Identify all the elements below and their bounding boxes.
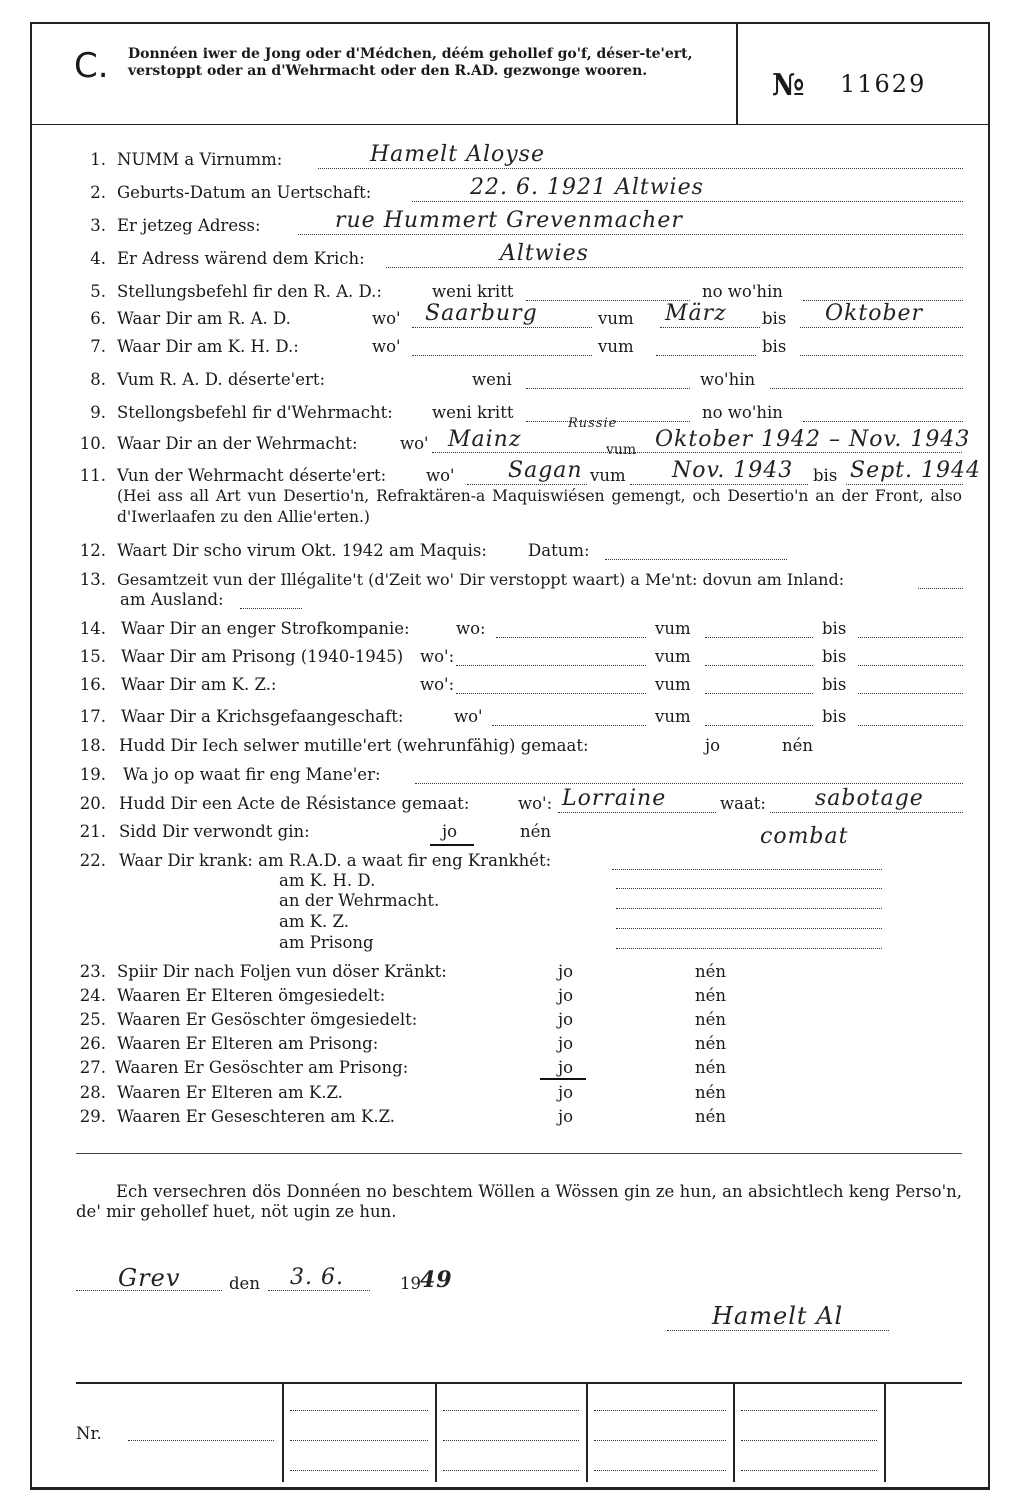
item-number: 4.	[90, 249, 106, 268]
item-number: 23.	[79, 962, 106, 981]
signature-name: Hamelt Al	[712, 1302, 844, 1330]
item-number: 27.	[79, 1058, 106, 1077]
footer-line[interactable]	[443, 1470, 579, 1471]
address-line[interactable]	[298, 234, 963, 235]
option-nen[interactable]: nén	[695, 986, 727, 1005]
footer-line[interactable]	[290, 1470, 428, 1471]
label-q23: Spiir Dir nach Foljen vun döser Kränkt:	[117, 962, 447, 981]
label-q29: Waaren Er Geseschteren am K.Z.	[117, 1107, 396, 1126]
footer-col	[586, 1382, 588, 1482]
answer-desert-where: Sagan	[508, 458, 583, 483]
field-line[interactable]	[456, 693, 646, 694]
sub-label: bis	[762, 309, 787, 328]
footer-line[interactable]	[594, 1410, 726, 1411]
sub-label: vum	[655, 707, 691, 726]
label-q28: Waaren Er Elteren am K.Z.	[117, 1083, 343, 1102]
field-line[interactable]	[558, 812, 716, 813]
label-mutilate: Hudd Dir Iech selwer mutille'ert (wehrunfähig) gemaat:	[119, 736, 589, 755]
answer-name: Hamelt Aloyse	[370, 142, 545, 167]
label-pow: Waar Dir a Krichsgefaangeschaft:	[121, 707, 404, 726]
field-line[interactable]	[630, 484, 808, 485]
answer-birth: 22. 6. 1921 Altwies	[470, 175, 704, 200]
option-nen[interactable]: nén	[695, 1010, 727, 1029]
sub-label: no wo'hin	[702, 282, 783, 301]
option-jo[interactable]: jo	[705, 736, 721, 755]
year-prefix: 19	[400, 1274, 421, 1293]
field-line[interactable]	[605, 559, 787, 560]
sick-sub: am Prisong	[279, 933, 374, 952]
field-line[interactable]	[616, 948, 882, 949]
answer-wm-period: Oktober 1942 – Nov. 1943	[655, 427, 971, 452]
label-rad-order: Stellungsbefehl fir den R. A. D.:	[117, 282, 382, 301]
sub-label: wo':	[420, 647, 455, 666]
war-address-line[interactable]	[386, 267, 963, 268]
field-line[interactable]	[616, 928, 882, 929]
item-number: 22.	[79, 851, 106, 870]
field-line[interactable]	[846, 484, 963, 485]
label-illegality: Gesamtzeit vun der Illégalite't (d'Zeit wo' Dir verstoppt waart) a Me'nt: dovun am Inland:	[117, 570, 845, 589]
field-line[interactable]	[412, 327, 592, 328]
answer-rad-where: Saarburg	[425, 301, 538, 326]
answer-rad-from: März	[665, 301, 727, 326]
sub-label: vum	[598, 337, 634, 356]
item-number: 25.	[79, 1010, 106, 1029]
answer-resistance-where: Lorraine	[562, 786, 667, 811]
field-line[interactable]	[656, 355, 756, 356]
sick-sub: am K. H. D.	[279, 871, 376, 890]
selected-mark	[430, 844, 474, 846]
den-label: den	[229, 1274, 260, 1293]
item-number: 10.	[79, 434, 106, 453]
footer-col	[884, 1382, 886, 1482]
header-text: Donnéen iwer de Jong oder d'Médchen, déém gehollef go'f, déser-te'ert, verstoppt oder an d'Wehrmacht oder den R.AD. gezwonge wooren.	[128, 46, 693, 79]
sub-label: weni	[472, 370, 512, 389]
signature-line[interactable]	[667, 1330, 889, 1331]
field-line[interactable]	[456, 665, 646, 666]
item-number: 17.	[79, 707, 106, 726]
sub-label: bis	[822, 707, 847, 726]
field-line[interactable]	[496, 637, 646, 638]
header-divider	[736, 24, 738, 124]
field-line[interactable]	[705, 637, 813, 638]
item-number: 19.	[79, 765, 106, 784]
item-number: 18.	[79, 736, 106, 755]
option-jo[interactable]: jo	[558, 1107, 574, 1126]
answer-desert-to: Sept. 1944	[850, 458, 981, 483]
label-wm-desert: Vun der Wehrmacht déserte'ert:	[117, 466, 387, 485]
item-number: 28.	[79, 1083, 106, 1102]
item-number: 14.	[79, 619, 106, 638]
sub-label: am Ausland:	[120, 590, 224, 609]
field-line[interactable]	[705, 693, 813, 694]
answer-war-address: Altwies	[500, 241, 589, 266]
sub-label: wo'hin	[700, 370, 756, 389]
field-line[interactable]	[918, 588, 963, 589]
option-nen[interactable]: nén	[695, 1107, 727, 1126]
field-line[interactable]	[770, 812, 963, 813]
nr-label: Nr.	[76, 1424, 102, 1443]
footer-col	[435, 1382, 437, 1482]
label-kz: Waar Dir am K. Z.:	[121, 675, 277, 694]
date-line[interactable]	[268, 1290, 370, 1291]
declaration-text: Ech versechren dös Donnéen no beschtem Wöllen a Wössen gin ze hun, an absichtlech keng Perso'n, de' mir gehollef huet, nöt ugin ze hun.	[76, 1182, 962, 1221]
item-number: 11.	[79, 466, 106, 485]
option-nen[interactable]: nén	[520, 822, 552, 841]
footer-line[interactable]	[290, 1410, 428, 1411]
footer-line[interactable]	[741, 1410, 877, 1411]
item-number: 8.	[90, 370, 106, 389]
field-line[interactable]	[858, 725, 963, 726]
sub-label: bis	[813, 466, 838, 485]
field-line[interactable]	[616, 908, 882, 909]
answer-wm-where-2: Russie	[568, 416, 618, 431]
signature-date: 3. 6.	[290, 1265, 344, 1290]
section-rule	[76, 1153, 962, 1154]
sub-label: vum	[655, 619, 691, 638]
option-jo[interactable]: jo	[558, 962, 574, 981]
sub-label: weni kritt	[432, 282, 514, 301]
item-number: 29.	[79, 1107, 106, 1126]
label-resistance: Hudd Dir een Acte de Résistance gemaat:	[119, 794, 470, 813]
field-line[interactable]	[415, 783, 963, 784]
sub-label: vum	[655, 675, 691, 694]
field-line[interactable]	[705, 725, 813, 726]
footer-line[interactable]	[290, 1440, 428, 1441]
item-number: 13.	[79, 570, 106, 589]
label-how: Wa jo op waat fir eng Mane'er:	[123, 765, 381, 784]
label-wounded: Sidd Dir verwondt gin:	[119, 822, 310, 841]
footer-top-rule	[76, 1382, 962, 1384]
answer-resistance-what-2: combat	[760, 824, 849, 849]
field-line[interactable]	[858, 637, 963, 638]
footer-col	[733, 1382, 735, 1482]
section-letter: C.	[74, 46, 109, 86]
label-maquis: Waart Dir scho virum Okt. 1942 am Maquis:	[117, 541, 487, 560]
sub-label: wo'	[426, 466, 455, 485]
label-q26: Waaren Er Elteren am Prisong:	[117, 1034, 379, 1053]
footer-line[interactable]	[443, 1410, 579, 1411]
option-nen[interactable]: nén	[695, 1058, 727, 1077]
item-number: 12.	[79, 541, 106, 560]
footer-line[interactable]	[594, 1440, 726, 1441]
answer-rad-to: Oktober	[825, 301, 924, 326]
sick-sub: am K. Z.	[279, 912, 349, 931]
sub-label: wo'	[454, 707, 483, 726]
item-number: 16.	[79, 675, 106, 694]
option-nen[interactable]: nén	[695, 1083, 727, 1102]
option-jo[interactable]: jo	[558, 1083, 574, 1102]
sub-label: wo'	[400, 434, 429, 453]
answer-desert-from: Nov. 1943	[672, 458, 794, 483]
field-line[interactable]	[858, 665, 963, 666]
desertion-note: (Hei ass all Art vun Desertio'n, Refraktären-a Maquiswiésen gemengt, och Desertio'n an der Front, also d'Iwerlaafen zu den Allie'erten.)	[117, 487, 962, 526]
field-line[interactable]	[412, 355, 592, 356]
sub-label: waat:	[720, 794, 766, 813]
answer-resistance-what: sabotage	[815, 786, 924, 811]
option-jo[interactable]: jo	[558, 1034, 574, 1053]
field-line[interactable]	[803, 421, 963, 422]
number-symbol: №	[772, 68, 805, 103]
footer-line[interactable]	[741, 1470, 877, 1471]
footer-col	[282, 1382, 284, 1482]
sub-label: weni kritt	[432, 403, 514, 422]
answer-address: rue Hummert Grevenmacher	[335, 208, 683, 233]
sub-label: bis	[822, 675, 847, 694]
label-penal: Waar Dir an enger Strofkompanie:	[121, 619, 410, 638]
sub-label: bis	[822, 647, 847, 666]
label-q24: Waaren Er Elteren ömgesiedelt:	[117, 986, 386, 1005]
sub-label: Datum:	[528, 541, 590, 560]
item-number: 24.	[79, 986, 106, 1005]
header-bottom-rule	[32, 124, 988, 125]
label-rad: Waar Dir am R. A. D.	[117, 309, 291, 328]
label-q27: Waaren Er Gesöschter am Prisong:	[115, 1058, 409, 1077]
item-number: 9.	[90, 403, 106, 422]
selected-mark	[540, 1078, 586, 1080]
sub-label: vum	[590, 466, 626, 485]
option-jo[interactable]: jo	[558, 1058, 574, 1077]
label-rad-desert: Vum R. A. D. déserte'ert:	[117, 370, 326, 389]
item-number: 6.	[90, 309, 106, 328]
sub-label: wo:	[456, 619, 486, 638]
footer-line[interactable]	[594, 1470, 726, 1471]
field-line[interactable]	[467, 484, 587, 485]
field-line[interactable]	[660, 327, 760, 328]
item-number: 20.	[79, 794, 106, 813]
nr-line[interactable]	[128, 1440, 274, 1441]
label-birth: Geburts-Datum an Uertschaft:	[117, 183, 372, 202]
sub-label: wo':	[518, 794, 553, 813]
item-number: 21.	[79, 822, 106, 841]
sub-label: wo':	[420, 675, 455, 694]
item-number: 7.	[90, 337, 106, 356]
field-line[interactable]	[858, 693, 963, 694]
item-number: 1.	[90, 150, 106, 169]
field-line[interactable]	[800, 355, 963, 356]
footer-line[interactable]	[741, 1440, 877, 1441]
sub-label: wo'	[372, 337, 401, 356]
label-name: NUMM a Virnumm:	[117, 150, 283, 169]
field-line[interactable]	[526, 388, 690, 389]
birth-line[interactable]	[412, 201, 963, 202]
item-number: 5.	[90, 282, 106, 301]
field-line[interactable]	[705, 665, 813, 666]
name-line[interactable]	[318, 168, 963, 169]
label-sick: Waar Dir krank: am R.A.D. a waat fir eng Krankhét:	[119, 851, 552, 870]
field-line[interactable]	[770, 388, 963, 389]
sub-label: bis	[762, 337, 787, 356]
option-nen[interactable]: nén	[695, 962, 727, 981]
label-prison: Waar Dir am Prisong (1940-1945)	[121, 647, 404, 666]
item-number: 3.	[90, 216, 106, 235]
form-number: 11629	[840, 70, 927, 98]
label-khd: Waar Dir am K. H. D.:	[117, 337, 299, 356]
field-line[interactable]	[800, 327, 963, 328]
label-war-address: Er Adress wärend dem Krich:	[117, 249, 365, 268]
field-line[interactable]	[492, 725, 646, 726]
field-line[interactable]	[432, 452, 962, 453]
sub-label: vum	[598, 309, 634, 328]
label-address: Er jetzeg Adress:	[117, 216, 261, 235]
option-jo[interactable]: jo	[442, 822, 458, 841]
item-number: 26.	[79, 1034, 106, 1053]
option-jo[interactable]: jo	[558, 1010, 574, 1029]
option-nen[interactable]: nén	[782, 736, 814, 755]
item-number: 15.	[79, 647, 106, 666]
sub-label: vum	[655, 647, 691, 666]
label-wm-order: Stellongsbefehl fir d'Wehrmacht:	[117, 403, 393, 422]
sub-label: bis	[822, 619, 847, 638]
answer-wm-where: Mainz	[448, 427, 522, 452]
label-q25: Waaren Er Gesöschter ömgesiedelt:	[117, 1010, 418, 1029]
option-nen[interactable]: nén	[695, 1034, 727, 1053]
item-number: 2.	[90, 183, 106, 202]
year-suffix: 49	[420, 1267, 453, 1293]
field-line[interactable]	[240, 608, 302, 609]
field-line[interactable]	[616, 888, 882, 889]
label-wehrmacht: Waar Dir an der Wehrmacht:	[117, 434, 358, 453]
sub-label: wo'	[372, 309, 401, 328]
footer-line[interactable]	[443, 1440, 579, 1441]
field-line[interactable]	[612, 869, 882, 870]
sub-label: vum	[606, 442, 637, 458]
sub-label: no wo'hin	[702, 403, 783, 422]
signature-place: Grev	[118, 1264, 181, 1292]
option-jo[interactable]: jo	[558, 986, 574, 1005]
sick-sub: an der Wehrmacht.	[279, 891, 440, 910]
